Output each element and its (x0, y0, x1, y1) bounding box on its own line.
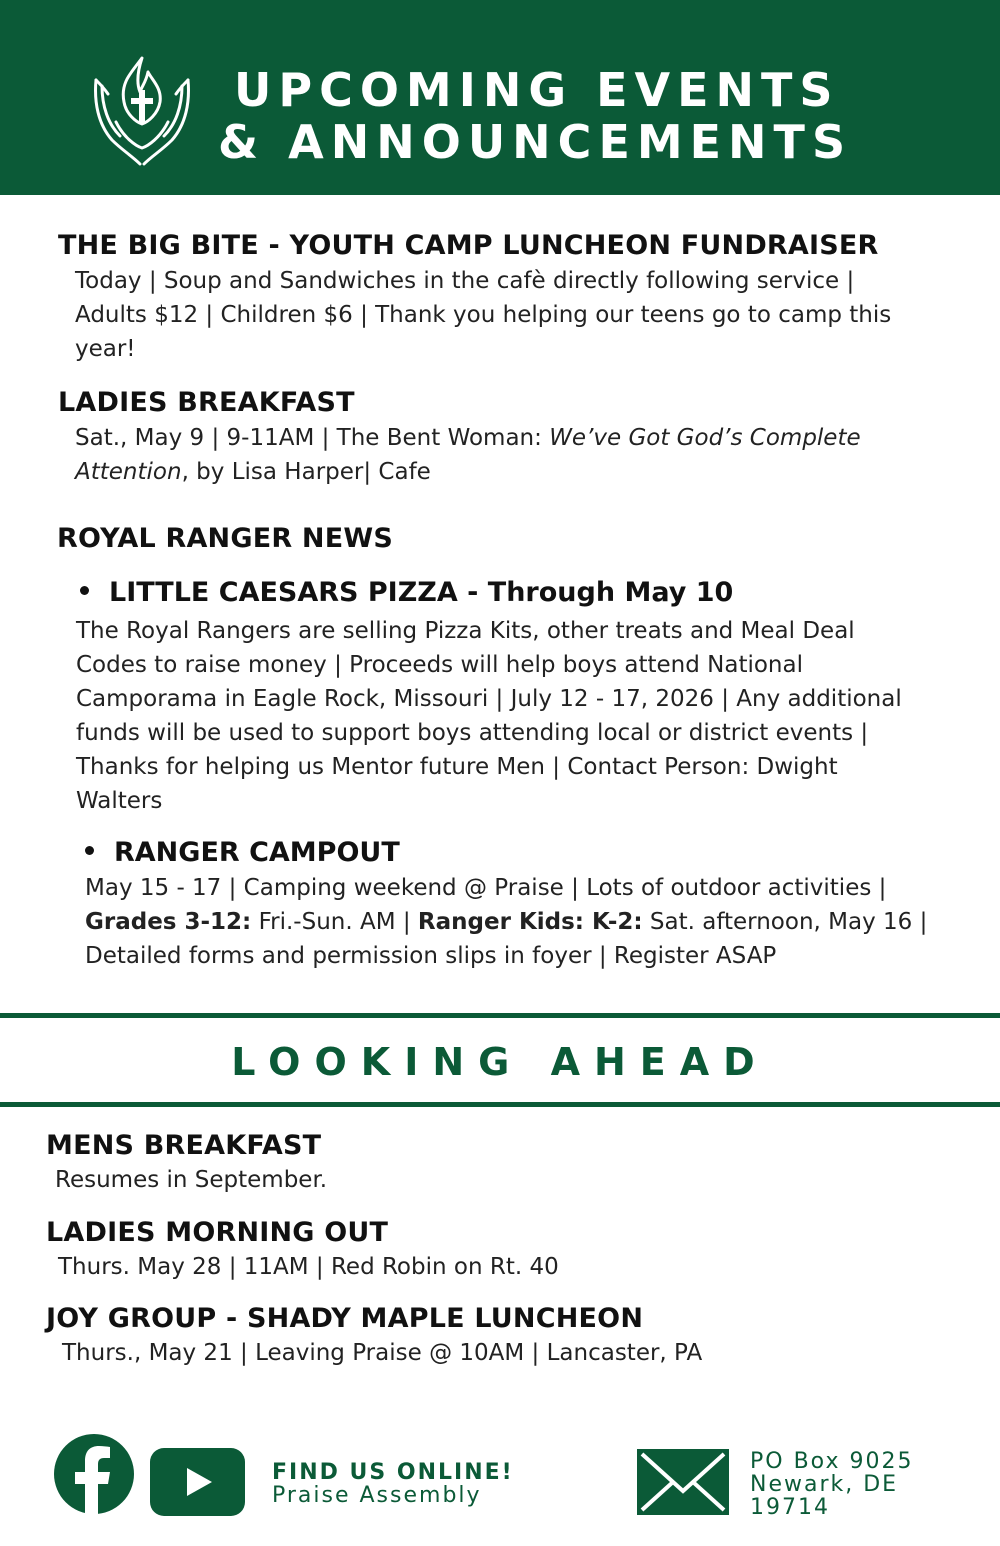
joy-group-title: JOY GROUP - SHADY MAPLE LUNCHEON (46, 1303, 644, 1334)
bullet-dot (85, 846, 94, 855)
big-bite-text-1: Today | Soup and Sandwiches in the cafè directly following service | (75, 268, 855, 294)
big-bite-text-3: year! (75, 336, 136, 362)
pizza-text-5: Thanks for helping us Mentor future Men | Contact Person: Dwight (76, 754, 838, 780)
pizza-text-4: funds will be used to support boys attending local or district events | (76, 720, 869, 746)
divider-top (0, 1013, 1000, 1018)
pizza-text-3: Camporama in Eagle Rock, Missouri | July 12 - 17, 2026 | Any additional (76, 686, 902, 712)
campout-bullet (85, 837, 400, 868)
campout-text-3: Detailed forms and permission slips in foyer | Register ASAP (85, 943, 777, 969)
mens-breakfast-text: Resumes in September. (55, 1167, 328, 1193)
mens-breakfast-title: MENS BREAKFAST (46, 1130, 322, 1161)
find-us-online-name[interactable]: Praise Assembly (272, 1483, 482, 1508)
pizza-text-2: Codes to raise money | Proceeds will help boys attend National (76, 652, 803, 678)
ladies-breakfast-text-1: Sat., May 9 | 9-11AM | The Bent Woman: We’ve Got God’s Complete (75, 425, 861, 451)
facebook-icon[interactable] (54, 1434, 134, 1514)
ladies-morning-title: LADIES MORNING OUT (46, 1217, 389, 1248)
looking-ahead-title: LOOKING AHEAD (231, 1040, 769, 1084)
ladies-breakfast-title: LADIES BREAKFAST (58, 387, 355, 418)
pizza-bullet (80, 577, 733, 608)
campout-text-2: Grades 3-12: Fri.-Sun. AM | Ranger Kids: K-2: Sat. afternoon, May 16 | (85, 909, 928, 935)
address-line-2: Newark, DE (750, 1472, 899, 1497)
ladies-morning-text: Thurs. May 28 | 11AM | Red Robin on Rt. 40 (58, 1254, 559, 1280)
pizza-text-6: Walters (76, 788, 163, 814)
ladies-breakfast-text-2: Attention, by Lisa Harper| Cafe (75, 459, 431, 485)
page-title-line2: & ANNOUNCEMENTS (218, 115, 853, 169)
campout-title: RANGER CAMPOUT (114, 837, 400, 868)
big-bite-title: THE BIG BITE - YOUTH CAMP LUNCHEON FUNDRAISER (58, 230, 879, 261)
page-title (218, 64, 908, 168)
page-title-line1: UPCOMING EVENTS (234, 63, 840, 117)
pizza-text-1: The Royal Rangers are selling Pizza Kits, other treats and Meal Deal (76, 618, 855, 644)
youtube-icon[interactable] (150, 1448, 245, 1516)
bullet-dot (80, 586, 89, 595)
big-bite-text-2: Adults $12 | Children $6 | Thank you helping our teens go to camp this (75, 302, 892, 328)
royal-ranger-title: ROYAL RANGER NEWS (57, 523, 393, 554)
hands-flame-cross-icon (90, 52, 194, 172)
joy-group-text: Thurs., May 21 | Leaving Praise @ 10AM | Lancaster, PA (62, 1340, 703, 1366)
divider-bottom (0, 1102, 1000, 1107)
find-us-online-title: FIND US ONLINE! (272, 1460, 514, 1485)
address-line-1: PO Box 9025 (750, 1449, 914, 1474)
campout-text-1: May 15 - 17 | Camping weekend @ Praise | Lots of outdoor activities | (85, 875, 887, 901)
envelope-icon (637, 1449, 729, 1515)
pizza-title: LITTLE CAESARS PIZZA - Through May 10 (109, 577, 734, 608)
address-line-3: 19714 (750, 1495, 830, 1520)
header-banner (0, 0, 1000, 195)
mailing-address (750, 1450, 913, 1519)
